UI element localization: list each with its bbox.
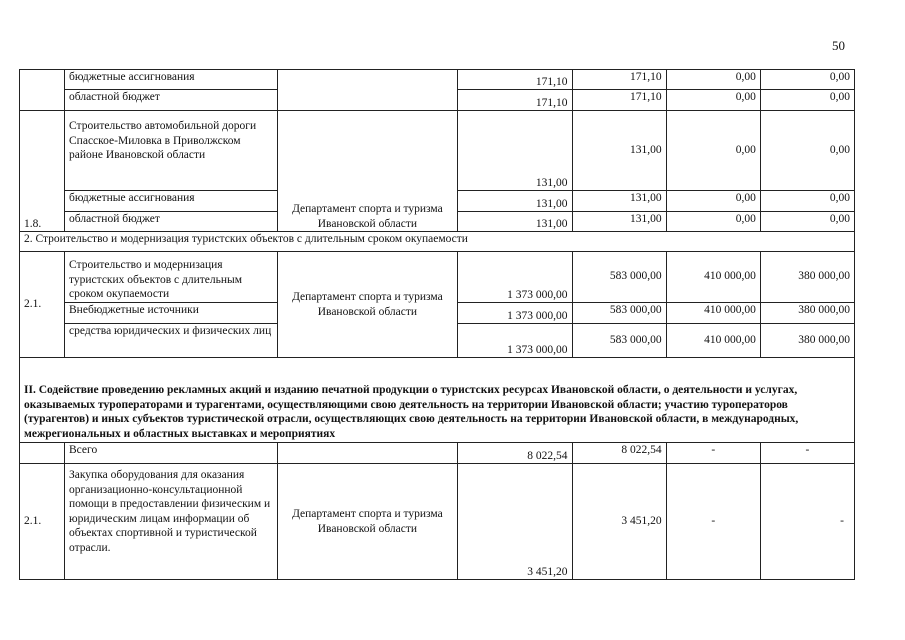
value-cell: 0,00: [666, 191, 760, 212]
value-cell: 0,00: [666, 70, 760, 90]
num-cell: [20, 443, 65, 464]
value-cell: 131,00: [572, 111, 666, 191]
value-cell: 1 373 000,00: [457, 252, 572, 303]
table-row: [20, 111, 855, 191]
value-cell: 583 000,00: [572, 303, 666, 324]
section-heading: 2. Строительство и модернизация туристских объектов с длительным сроком окупаемости: [20, 232, 855, 252]
page-number: 50: [832, 38, 845, 53]
item-title: Строительство автомобильной дороги Спасское-Миловка в Приволжском районе Ивановской области: [65, 111, 278, 191]
value-cell: 380 000,00: [760, 324, 854, 358]
department-cell: Департамент спорта и туризма Ивановской области: [277, 464, 457, 580]
value-cell: 410 000,00: [666, 324, 760, 358]
value-cell: 8 022,54: [572, 443, 666, 464]
value-cell: 1 373 000,00: [457, 303, 572, 324]
row-label: средства юридических и физических лиц: [65, 324, 278, 358]
value-cell: 131,00: [457, 111, 572, 191]
item-title: Закупка оборудования для оказания организационно-консультационной помощи в предоставлении физическим и юридическим лицам информации об объектах спортивной и туристической отрасли.: [65, 464, 278, 580]
value-cell: 0,00: [760, 90, 854, 111]
value-cell: 171,10: [457, 90, 572, 111]
value-cell: 0,00: [760, 111, 854, 191]
table-row: [20, 464, 855, 580]
row-label: бюджетные ассигнования: [65, 70, 278, 90]
num-cell: [20, 70, 65, 111]
row-label: Всего: [65, 443, 278, 464]
value-cell: 8 022,54: [457, 443, 572, 464]
section-heading-II: II. Содействие проведению рекламных акций и изданию печатной продукции о туристских ресурсах Ивановской области, о деятельности и услугах, оказываемых туроператорами и турагентами, осуществляющими свою деятельность на территории Ивановской области; участию туроператоров (турагентов) и иных субъектов туристической отрасли, осуществляющих свою деятельность на территории Ивановской области, в международных, межрегиональных и областных выставках и мероприятиях: [20, 358, 855, 443]
item-title: Строительство и модернизация туристских объектов с длительным сроком окупаемости: [65, 252, 278, 303]
row-label: бюджетные ассигнования: [65, 191, 278, 212]
table-row: [20, 232, 855, 252]
value-cell: 3 451,20: [572, 464, 666, 580]
dept-cell: [277, 70, 457, 111]
value-cell: -: [760, 464, 854, 580]
value-cell: 131,00: [572, 191, 666, 212]
table-row: [20, 70, 855, 90]
item-number: 1.8.: [20, 111, 65, 232]
row-label: областной бюджет: [65, 90, 278, 111]
item-number: 2.1.: [20, 252, 65, 358]
value-cell: 380 000,00: [760, 303, 854, 324]
department-cell: Департамент спорта и туризма Ивановской области: [277, 252, 457, 358]
value-cell: -: [666, 464, 760, 580]
value-cell: 171,10: [572, 90, 666, 111]
value-cell: 583 000,00: [572, 324, 666, 358]
value-cell: 0,00: [666, 111, 760, 191]
department-cell: Департамент спорта и туризма Ивановской области: [277, 111, 457, 232]
value-cell: -: [760, 443, 854, 464]
dept-cell: [277, 443, 457, 464]
value-cell: 171,10: [457, 70, 572, 90]
value-cell: 3 451,20: [457, 464, 572, 580]
budget-table: [19, 69, 855, 580]
value-cell: 0,00: [666, 212, 760, 232]
row-label: областной бюджет: [65, 212, 278, 232]
value-cell: 131,00: [457, 191, 572, 212]
value-cell: 0,00: [760, 70, 854, 90]
table-row: [20, 358, 855, 443]
row-label: Внебюджетные источники: [65, 303, 278, 324]
value-cell: 380 000,00: [760, 252, 854, 303]
table-row: [20, 443, 855, 464]
value-cell: 583 000,00: [572, 252, 666, 303]
value-cell: 171,10: [572, 70, 666, 90]
value-cell: 131,00: [572, 212, 666, 232]
value-cell: 0,00: [666, 90, 760, 111]
value-cell: 0,00: [760, 212, 854, 232]
value-cell: 410 000,00: [666, 252, 760, 303]
value-cell: 0,00: [760, 191, 854, 212]
value-cell: 1 373 000,00: [457, 324, 572, 358]
value-cell: 131,00: [457, 212, 572, 232]
value-cell: -: [666, 443, 760, 464]
table-row: [20, 252, 855, 303]
value-cell: 410 000,00: [666, 303, 760, 324]
item-number: 2.1.: [20, 464, 65, 580]
